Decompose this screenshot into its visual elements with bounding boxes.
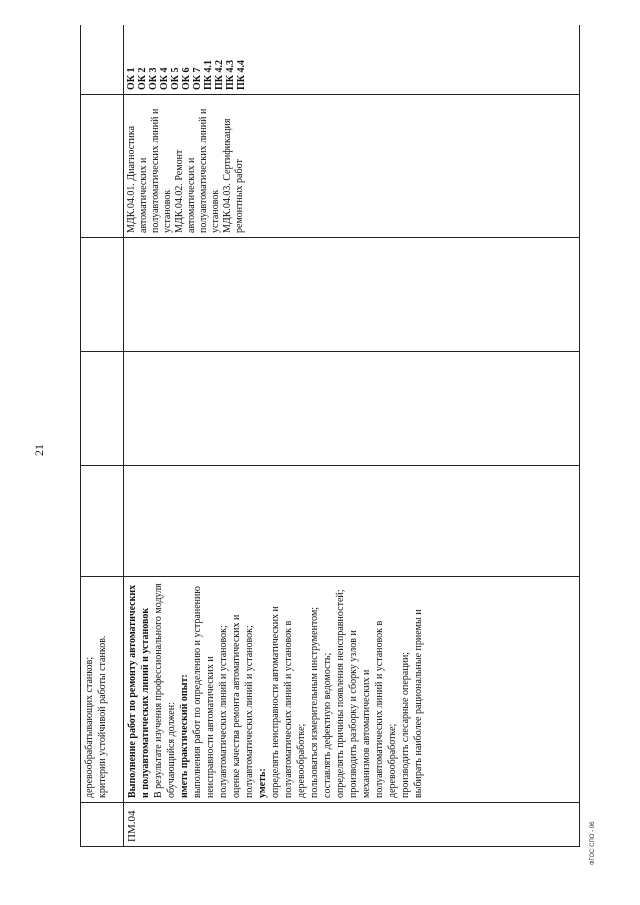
cell-empty [81, 803, 124, 847]
skill-item: производить слесарные операции; [400, 651, 411, 798]
cell-top-content [81, 577, 124, 803]
skill-item: выбирать наиболее рациональные приемы и [413, 609, 424, 798]
competency-code: ПК 4.4 [236, 59, 247, 90]
skill-item: составлять дефектную ведомость; [322, 652, 333, 798]
page-number: 21 [32, 444, 46, 456]
cell-empty [81, 25, 124, 95]
competency-code: ОК 2 [137, 67, 148, 90]
mdk-cell [124, 95, 580, 238]
cell-empty [124, 466, 580, 577]
module-intro: В результате изучения профессионального модуля обучающийся должен: [153, 583, 177, 798]
competency-code: ОК 6 [181, 67, 192, 90]
skill-item: пользоваться измерительным инструментом; [309, 606, 320, 798]
cell-empty [124, 352, 580, 466]
mdk-item: МДК.04.01. Диагностика автоматических и полуавтоматических линий и установок [126, 108, 173, 233]
skills-label: уметь: [257, 768, 268, 798]
competency-code: ОК 4 [159, 67, 170, 90]
cell-empty [81, 238, 124, 352]
module-content-cell [124, 577, 580, 803]
competency-code: ОК 7 [192, 67, 203, 90]
competencies-cell [124, 25, 580, 95]
competency-code: ОК 1 [126, 67, 137, 90]
competency-code: ПК 4.1 [203, 59, 214, 90]
experience-item: выполнения работ по определению и устранению неисправности автоматических и полуавтоматических линий и установок; [192, 586, 229, 798]
cell-empty [81, 352, 124, 466]
module-title: Выполнение работ по ремонту автоматических и полуавтоматических линий и установок [127, 584, 151, 798]
mdk-item: МДК.04.03. Сертификация ремонтных работ [222, 118, 245, 233]
curriculum-table [80, 25, 580, 847]
competency-code: ОК 5 [170, 67, 181, 90]
cell-empty [124, 238, 580, 352]
content-line: критерии устойчивой работы станков. [97, 635, 108, 798]
footer-code: ФГОС СПО - 06 [590, 821, 596, 865]
competency-code: ПК 4.3 [225, 59, 236, 90]
competency-code: ПК 4.2 [214, 59, 225, 90]
table-row [81, 25, 124, 847]
mdk-item: МДК.04.02. Ремонт автоматических и полуавтоматических линий и установок [174, 108, 221, 233]
cell-empty [81, 466, 124, 577]
module-code: ПМ.04 [124, 803, 580, 847]
skill-item: определять неисправности автоматических и полуавтоматических линий и установок в деревообработке; [270, 606, 307, 798]
experience-item: оценке качества ремонта автоматических и полуавтоматических линий и установок; [231, 614, 255, 798]
cell-empty [81, 95, 124, 238]
competency-code: ОК 3 [148, 67, 159, 90]
skill-item: производить разборку и сборку узлов и механизмов автоматических и полуавтоматических линий и установок в деревообработке; [348, 620, 398, 798]
experience-label: иметь практический опыт: [179, 674, 190, 798]
content-line: деревообрабатывающих станков; [84, 656, 95, 798]
table-row [124, 25, 580, 847]
curriculum-table-wrap [80, 25, 580, 847]
skill-item: определять причины появления неисправностей; [335, 589, 346, 798]
